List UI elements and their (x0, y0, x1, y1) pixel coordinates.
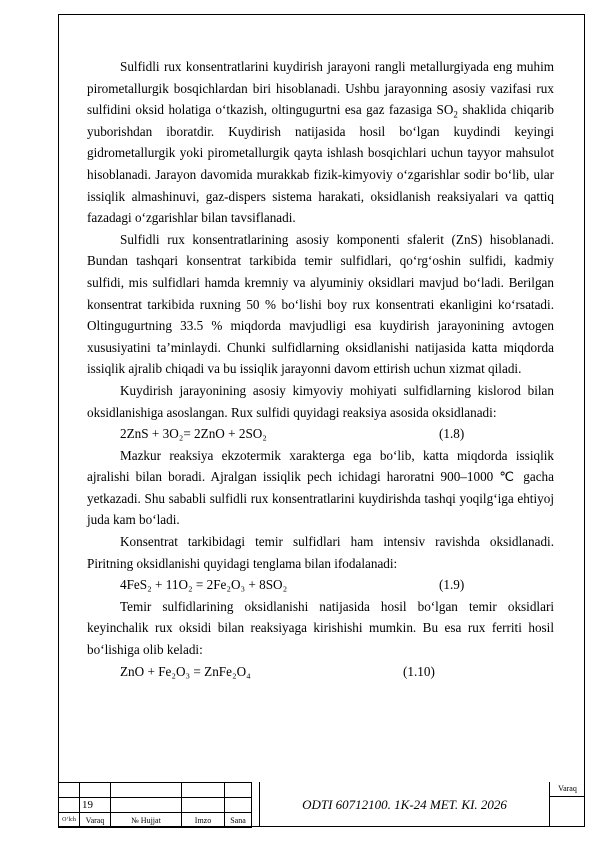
document-body (87, 56, 554, 682)
paragraph-2: Sulfidli rux konsentratlarining asosiy komponenti sfalerit (ZnS) hisoblanadi. Bundan tashqari konsentrat tarkibida temir sulfidlari, qo‘rg‘oshin sulfidi, kadmiy sulfidi, mis sulfidlari hamda kremniy va alyuminiy oksidlari mavjud bo‘ladi. Berilgan konsentrat tarkibida ruxning 50 % bo‘lishi boy rux konsentrati ekanligini ko‘rsatadi. Oltingugurtning 33.5 % miqdorda mavjudligi esa kuydirish jarayonining avtogen xususiyatini ta’minlaydi. Chunki sulfidlarning oksidlanishi natijasida katta miqdorda issiqlik ajralib chiqadi va bu issiqlik jarayonni davom ettirish uchun xizmat qiladi. (87, 231, 554, 377)
sheet-label: Varaq (550, 784, 585, 797)
title-block (58, 782, 585, 827)
sheet-box (550, 782, 585, 827)
col-imzo: Imzo (182, 813, 225, 828)
document-code: ODTI 60712100. 1K-24 MET. KI. 2026 (259, 782, 550, 827)
paragraph-3: Kuydirish jarayonining asosiy kimyoviy mohiyati sulfidlarning kislorod bilan oksidlanishiga asoslangan. Rux sulfidi quyidagi reaksiya asosida oksidlanadi: (87, 382, 554, 420)
paragraph-1: Sulfidli rux konsentratlarini kuydirish jarayoni rangli metallurgiyada eng muhim pirometallurgik bosqichlardan biri hisoblanadi. Ushbu jarayonning asosiy vazifasi rux sulfidini oksid holatiga o‘tkazish, oltingugurtni esa gaz fazasiga $SO_2$ shaklida chiqarib yuborishdan iboratdir. Kuydirish natijasida hosil bo‘lgan kuydindi keyingi gidrometallurgik yoki pirometallurgik qayta ishlash bosqichlari uchun tayyor mahsulot hisoblanadi. Jarayon davomida murakkab fizik-kimyoviy o‘zgarishlar sodir bo‘lib, ular issiqlik almashinuvi, gaz-dispers sistema harakati, oksidlanish reaksiyalari va qattiq fazadagi o‘zgarishlar bilan tavsiflanadi. (87, 59, 555, 226)
col-varaq: Varaq (80, 813, 111, 828)
equation-1-10: ZnO + Fe₂O₃ = ZnFe₂O₄ (1.10) (87, 661, 554, 683)
equation-1-8: 2ZnS + 3O₂= 2ZnO + 2SO₂ (1.8) (87, 423, 554, 445)
equation-number: (1.10) (403, 663, 435, 679)
paragraph-6: Temir sulfidlarining oksidlanishi natijasida hosil bo‘lgan temir oksidlari keyinchalik rux oksidi bilan reaksiyaga kirishishi mumkin. Bu esa rux ferriti hosil bo‘lishiga olib keladi: (87, 598, 554, 658)
col-olch: O‘lch (59, 813, 80, 828)
paragraph-5: Konsentrat tarkibidagi temir sulfidlari ham intensiv ravishda oksidlanadi. Piritning oksidlanishi quyidagi tenglama bilan ifodalanadi: (87, 534, 554, 571)
col-sana: Sana (225, 813, 252, 828)
page-number: 19 (80, 798, 111, 813)
equation-1-9: 4FeS₂ + 11O₂ = 2Fe₂O₃ + 8SO₂ (1.9) (87, 574, 554, 596)
equation-number: (1.9) (439, 577, 465, 593)
col-hujjat: № Hujjat (111, 813, 182, 828)
stamp-grid (58, 782, 252, 828)
paragraph-4: Mazkur reaksiya ekzotermik xarakterga ega bo‘lib, katta miqdorda issiqlik ajralishi bilan boradi. Ajralgan issiqlik pech ichidagi haroratni 900–1000 ℃ gacha yetkazadi. Shu sababli sulfidli rux konsentratlarini kuydirishda tashqi yoqilg‘iga ehtiyoj juda kam bo‘ladi. (87, 447, 554, 528)
equation-number: (1.8) (439, 426, 465, 442)
